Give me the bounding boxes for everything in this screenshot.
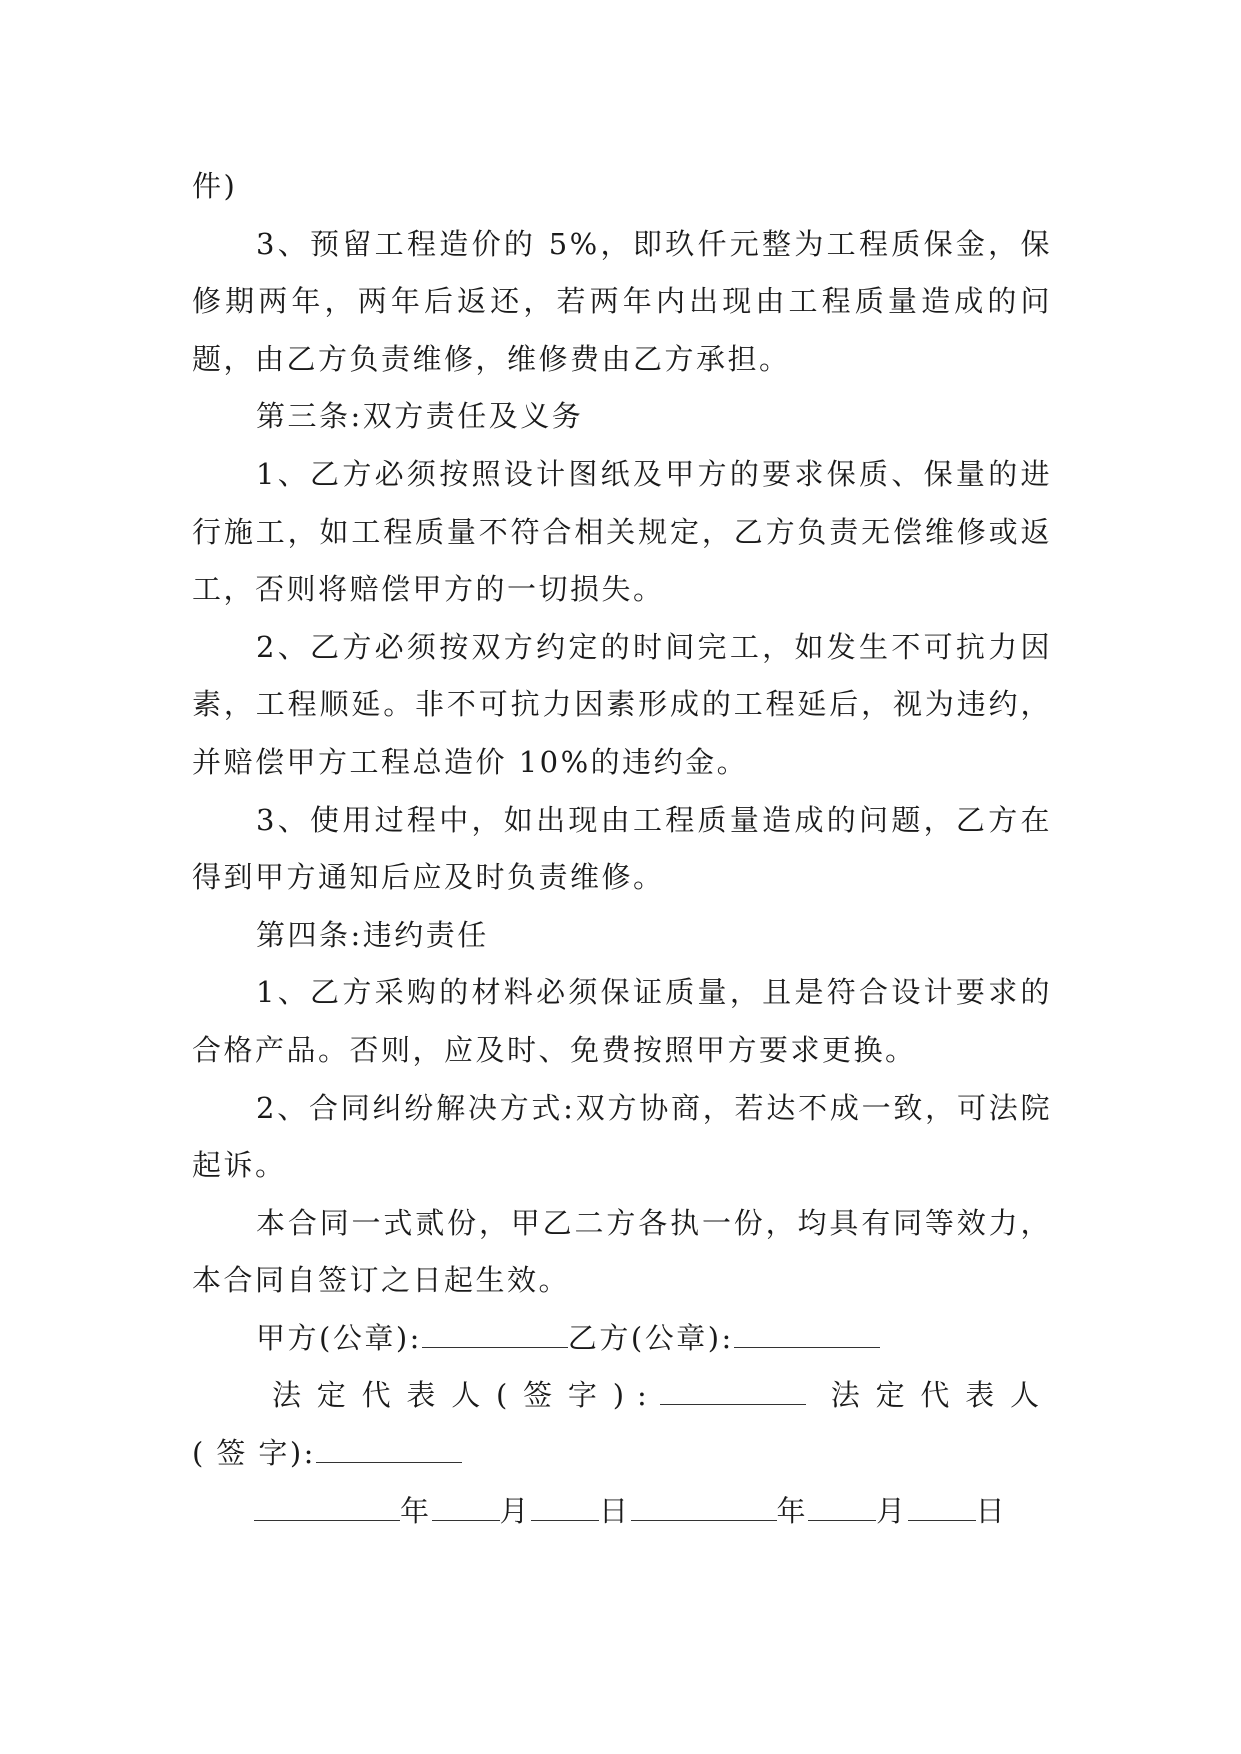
- paragraph-maintenance: 3、使用过程中，如出现由工程质量造成的问题，乙方在得到甲方通知后应及时负责维修。: [192, 802, 1052, 895]
- party-b-seal-label: 乙方(公章):: [567, 1320, 734, 1355]
- paragraph-completion-time: 2、乙方必须按双方约定的时间完工，如发生不可抗力因素，工程顺延。非不可抗力因素形成的工程延后，视为违约，并赔偿甲方工程总造价 10%的违约金。: [192, 629, 1052, 779]
- party-b-seal-blank: [734, 1317, 880, 1348]
- party-b-year-label: 年: [776, 1493, 809, 1528]
- paragraph-construction-quality: 1、乙方必须按照设计图纸及甲方的要求保质、保量的进行施工，如工程质量不符合相关规定，乙方负责无偿维修或返工，否则将赔偿甲方的一切损失。: [192, 456, 1052, 607]
- date-line: [192, 1483, 1052, 1541]
- party-a-month-label: 月: [499, 1493, 532, 1528]
- party-a-year-blank: [254, 1490, 400, 1521]
- party-b-year-blank: [631, 1490, 777, 1521]
- paragraph-warranty-deposit: 3、预留工程造价的 5%，即玖仟元整为工程质保金，保修期两年，两年后返还，若两年内出现由工程质量造成的问题，由乙方负责维修，维修费由乙方承担。: [192, 226, 1052, 376]
- paragraph-materials: 1、乙方采购的材料必须保证质量，且是符合设计要求的合格产品。否则，应及时、免费按照甲方要求更换。: [192, 975, 1052, 1067]
- contract-body: [192, 158, 1052, 1540]
- seal-line: [192, 1310, 1052, 1368]
- party-b-representative-blank: [316, 1432, 462, 1463]
- party-b-month-label: 月: [876, 1493, 908, 1528]
- party-b-day-label: 日: [975, 1493, 1008, 1528]
- paragraph-continuation: 件): [192, 169, 238, 203]
- party-b-day-blank: [908, 1490, 976, 1521]
- party-b-representative-label: 法定代表人(签: [192, 1378, 1052, 1471]
- paragraph-copies-effect: 本合同一式贰份，甲乙二方各执一份，均具有同等效力，本合同自签订之日起生效。: [192, 1205, 1052, 1298]
- party-a-seal-blank: [422, 1317, 568, 1348]
- party-a-representative-label: 法定代表人(签字):: [272, 1378, 660, 1413]
- party-b-month-blank: [808, 1490, 876, 1521]
- article-three-heading: 第三条:双方责任及义务: [256, 399, 584, 434]
- party-a-day-blank: [531, 1490, 599, 1521]
- article-four-heading: 第四条:违约责任: [256, 917, 489, 952]
- paragraph-dispute-resolution: 2、合同纠纷解决方式:双方协商，若达不成一致，可法院起诉。: [192, 1090, 1052, 1183]
- party-a-month-blank: [432, 1490, 500, 1521]
- representative-signature-line: [192, 1367, 1052, 1482]
- party-a-representative-blank: [660, 1374, 806, 1405]
- party-a-seal-label: 甲方(公章):: [256, 1320, 422, 1355]
- party-a-day-label: 日: [599, 1493, 631, 1528]
- party-a-year-label: 年: [400, 1493, 432, 1528]
- party-b-representative-label-end: 字):: [258, 1436, 316, 1471]
